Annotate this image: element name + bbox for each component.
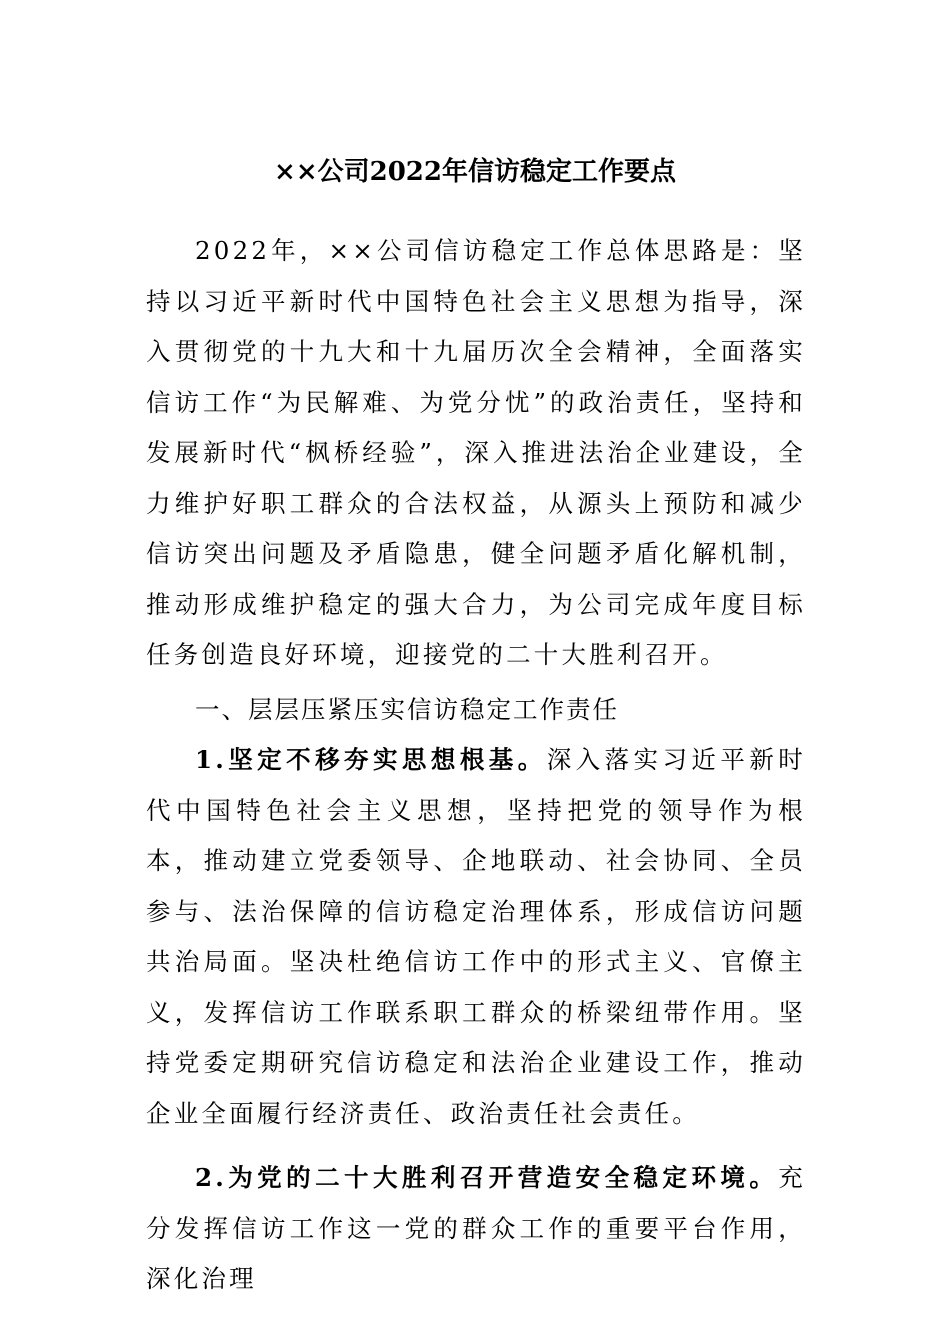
document-body [146, 226, 806, 1305]
item-text: 深入落实习近平新时代中国特色社会主义思想，坚持把党的领导作为根本，推动建立党委领导、企地联动、社会协同、全员参与、法治保障的信访稳定治理体系，形成信访问题共治局面。坚决杜绝信访工作中的形式主义、官僚主义，发挥信访工作联系职工群众的桥梁纽带作用。坚持党委定期研究信访稳定和法治企业建设工作，推动企业全面履行经济责任、政治责任社会责任。 [146, 745, 806, 1128]
item-paragraph-1 [146, 735, 806, 1139]
intro-paragraph: 2022年，××公司信访稳定工作总体思路是：坚持以习近平新时代中国特色社会主义思想为指导，深入贯彻党的十九大和十九届历次全会精神，全面落实信访工作“为民解难、为党分忧”的政治责任，坚持和发展新时代“枫桥经验”，深入推进法治企业建设，全力维护好职工群众的合法权益，从源头上预防和减少信访突出问题及矛盾隐患，健全问题矛盾化解机制，推动形成维护稳定的强大合力，为公司完成年度目标任务创造良好环境，迎接党的二十大胜利召开。 [146, 236, 806, 669]
item-lead: 1.坚定不移夯实思想根基。 [195, 745, 547, 774]
document-title: ××公司2022年信访稳定工作要点 [274, 157, 676, 187]
item-text: 充分发挥信访工作这一党的群众工作的重要平台作用，深化治理 [146, 1163, 806, 1293]
section-heading: 一、层层压紧压实信访稳定工作责任 [195, 694, 619, 724]
item-paragraph-2 [146, 1153, 806, 1305]
item-lead: 2.为党的二十大胜利召开营造安全稳定环境。 [195, 1163, 779, 1192]
